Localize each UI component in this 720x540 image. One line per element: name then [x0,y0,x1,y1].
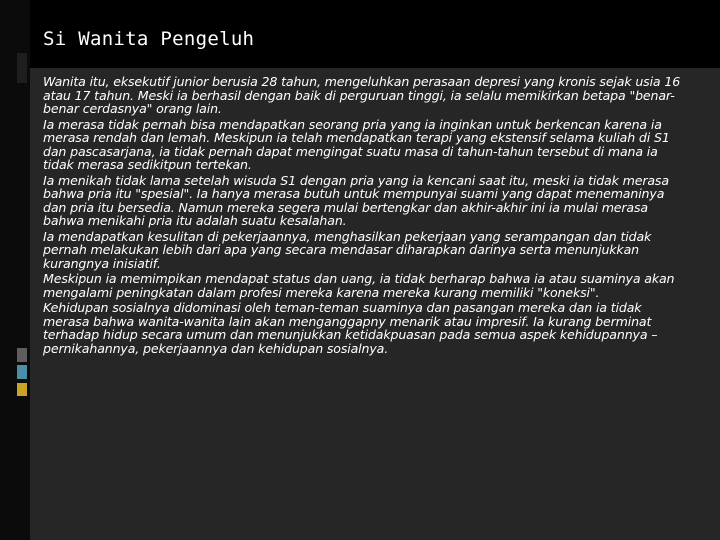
paragraph: Meskipun ia memimpikan mendapat status dan uang, ia tidak berharap bahwa ia atau suaminya akan mengalami peningkatan dalam profesi mereka karena mereka kurang memiliki "koneksi". [43,271,675,300]
slide-title: Si Wanita Pengeluh [43,28,255,50]
paragraph: Kehidupan sosialnya didominasi oleh teman-teman suaminya dan pasangan mereka dan ia tidak merasa bahwa wanita-wanita lain akan menganggapny menarik atau impresif. Ia kurang berminat terhadap hidup secara umum dan menunjukkan ketidakpuasan pada semua aspek kehidupannya – pernikahannya, pekerjaannya dan kehidupan sosialnya. [43,300,658,356]
accent-yellow-bar [17,383,27,396]
paragraph: Ia mendapatkan kesulitan di pekerjaannya, menghasilkan pekerjaan yang serampangan dan tidak pernah melakukan lebih dari apa yang secara mendasar diharapkan darinya serta menunjukkan kurangnya inisiatif. [43,228,652,271]
paragraph: Ia menikah tidak lama setelah wisuda S1 dengan pria yang ia kencani saat itu, meski ia tidak merasa bahwa pria itu "spesial". Ia hanya merasa butuh untuk mempunyai suami yang dapat menemaninya dan pria itu bersedia. Namun mereka segera mulai bertengkar dan akhir-akhir ini ia mulai merasa bahwa menikahi pria itu adalah suatu kesalahan. [43,172,669,228]
paragraph-list [43,75,683,357]
paragraph: Ia merasa tidak pernah bisa mendapatkan seorang pria yang ia inginkan untuk berkencan karena ia merasa rendah dan lemah. Meskipun ia telah mendapatkan terapi yang ekstensif selama kuliah di S1 dan pascasarjana, ia tidak pernah dapat mengingat suatu masa di tahun-tahun tersebut di mana ia tidak merasa sedikitpun tertekan. [43,116,670,172]
content-panel [30,68,720,540]
paragraph: Wanita itu, eksekutif junior berusia 28 tahun, mengeluhkan perasaan depresi yang kronis sejak usia 16 atau 17 tahun. Meski ia berhasil dengan baik di perguruan tinggi, ia selalu memikirkan betapa "benar-benar cerdasnya" orang lain. [43,74,681,116]
title-marker-bar [17,53,27,83]
accent-blue-bar [17,365,27,379]
accent-gray-bar [17,348,27,362]
